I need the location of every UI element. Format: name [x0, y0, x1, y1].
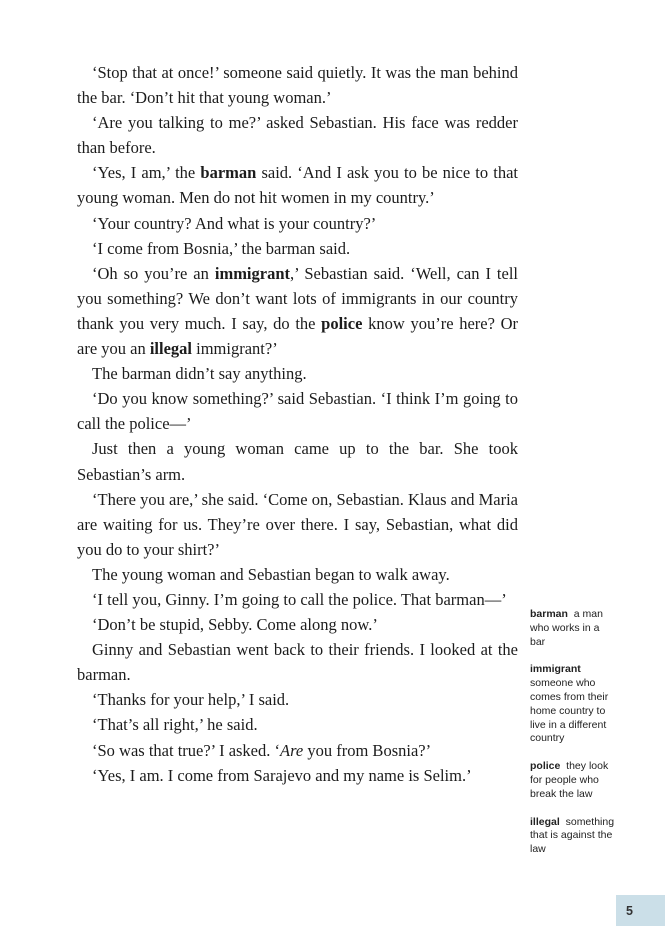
glossary-definition: they look for people who break the law [530, 760, 609, 800]
story-paragraph [77, 160, 518, 210]
story-paragraph [77, 436, 518, 486]
glossary-definition: something that is against the law [530, 815, 615, 856]
story-text-segment: The barman didn’t say anything. [92, 364, 307, 384]
glossary-entry [530, 760, 615, 801]
glossary-entry [530, 608, 615, 649]
story-paragraph [77, 211, 518, 236]
story-text-segment: ‘There you are,’ she said. ‘Come on, Sebastian. Klaus and Maria are waiting for us. They’re over there. I say, Sebastian, what did you do to your shirt?’ [77, 489, 518, 559]
story-text [77, 60, 518, 788]
glossary-sidebar [530, 608, 615, 871]
page-number: 5 [626, 903, 633, 918]
story-text-segment: The young woman and Sebastian began to walk away. [92, 564, 450, 584]
story-text-segment: ‘Don’t be stupid, Sebby. Come along now.’ [92, 615, 378, 635]
glossary-term-inline: immigrant [214, 263, 291, 283]
page-number-tab [616, 895, 665, 926]
story-paragraph [77, 687, 518, 712]
story-text-segment: ‘Thanks for your help,’ I said. [92, 690, 290, 710]
story-text-segment: ‘Yes, I am,’ the [92, 163, 201, 183]
story-text-segment: ‘I come from Bosnia,’ the barman said. [92, 238, 351, 258]
story-paragraph [77, 110, 518, 160]
story-text-segment: ‘Stop that at once!’ someone said quietly. It was the man behind the bar. ‘Don’t hit that young woman.’ [77, 63, 518, 108]
glossary-entry [530, 816, 615, 857]
story-paragraph [77, 712, 518, 737]
story-text-segment: ‘I tell you, Ginny. I’m going to call the police. That barman—’ [92, 589, 507, 609]
story-text-segment: you from Bosnia?’ [303, 740, 432, 760]
story-text-segment: Are [280, 740, 304, 760]
story-text-segment: ‘Your country? And what is your country?’ [92, 213, 377, 233]
glossary-term: immigrant [530, 663, 581, 676]
glossary-term-inline: illegal [149, 339, 193, 359]
glossary-entry [530, 663, 615, 746]
glossary-term: illegal [530, 815, 560, 828]
story-paragraph [77, 261, 518, 361]
story-text-segment: immigrant?’ [192, 339, 278, 359]
story-paragraph [77, 236, 518, 261]
story-paragraph [77, 612, 518, 637]
story-paragraph [77, 587, 518, 612]
story-text-segment: Just then a young woman came up to the bar. She took Sebastian’s arm. [77, 439, 518, 484]
story-text-segment: ‘That’s all right,’ he said. [92, 715, 258, 735]
glossary-definition: a man who works in a bar [530, 608, 603, 648]
story-paragraph [77, 60, 518, 110]
story-text-segment: ‘So was that true?’ I asked. ‘ [92, 740, 281, 760]
story-text-segment: ‘Are you talking to me?’ asked Sebastian. His face was redder than before. [77, 113, 518, 158]
story-text-segment: ‘Oh so you’re an [92, 263, 215, 283]
story-text-segment: Ginny and Sebastian went back to their friends. I looked at the barman. [77, 640, 518, 685]
glossary-term-inline: barman [200, 163, 257, 183]
story-paragraph [77, 637, 518, 687]
glossary-definition: someone who comes from their home country to live in a different country [530, 663, 609, 745]
story-paragraph [77, 361, 518, 386]
glossary-term-inline: police [321, 313, 363, 333]
story-paragraph [77, 562, 518, 587]
story-paragraph [77, 487, 518, 562]
story-text-segment: ‘Yes, I am. I come from Sarajevo and my name is Selim.’ [92, 765, 472, 785]
story-paragraph [77, 738, 518, 763]
glossary-term: barman [530, 608, 568, 620]
story-text-segment: know you’re here? Or are you an [77, 313, 518, 359]
glossary-term: police [530, 760, 561, 773]
story-paragraph [77, 763, 518, 788]
story-text-segment: ,’ Sebastian said. ‘Well, can I tell you something? We don’t want lots of immigrants in our country thank you very much. I say, do the [77, 263, 519, 333]
story-text-segment: said. ‘And I ask you to be nice to that young woman. Men do not hit women in my country.’ [77, 163, 518, 208]
story-text-segment: ‘Do you know something?’ said Sebastian. ‘I think I’m going to call the police—’ [77, 389, 518, 434]
story-paragraph [77, 386, 518, 436]
